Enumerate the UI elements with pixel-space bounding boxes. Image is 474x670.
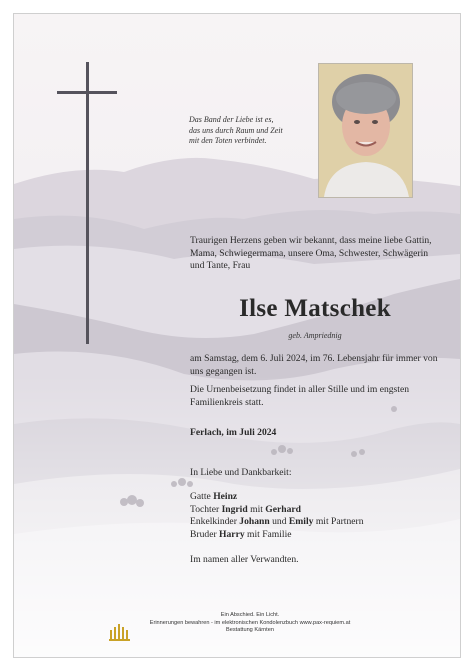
footer-slogan: Ein Abschied. Ein Licht.: [220, 612, 280, 618]
place-date: [190, 427, 440, 440]
relative-name: Johann: [239, 516, 270, 528]
relative-label: mit Familie: [244, 528, 292, 540]
cross-icon-horizontal: [57, 91, 117, 94]
memorial-quote: [189, 115, 319, 147]
death-notice: am Samstag, dem 6. Juli 2024, im 76. Lebensjahr für immer von uns gegangen ist.: [190, 353, 438, 377]
obituary-card: [13, 13, 461, 658]
relative-label: Enkelkinder: [190, 516, 240, 528]
deceased-name: Ilse Matschek: [239, 295, 391, 322]
quote-line: mit den Toten verbindet.: [189, 136, 267, 145]
relative-husband: [190, 491, 440, 504]
footer-company: Bestattung Kärnten: [226, 627, 274, 634]
relative-label: Gatte: [190, 491, 214, 502]
closing-text: Im namen aller Verwandten.: [190, 554, 299, 565]
relative-name: Emily: [288, 516, 314, 528]
portrait-photo: [318, 63, 413, 198]
footer: [110, 612, 390, 635]
relatives-list: [190, 491, 440, 541]
relative-label: mit: [247, 503, 266, 515]
intro-text: Traurigen Herzens geben wir bekannt, dass meine liebe Gattin, Mama, Schwiegermama, unsere Oma, Schwester, Schwägerin und Tante, Frau: [190, 235, 432, 272]
footer-link-text: Erinnerungen bewahren - im elektronischen Kondolenzbuch www.pax-requiem.at: [149, 619, 351, 626]
maiden-name: geb. Ampriednig: [288, 331, 342, 340]
relative-daughter: [190, 504, 440, 517]
relative-name: Gerhard: [265, 503, 302, 515]
relative-label: mit Partnern: [313, 516, 364, 528]
cross-icon-vertical: [86, 62, 89, 344]
quote-line: das uns durch Raum und Zeit: [189, 125, 283, 135]
place-date-text: Ferlach, im Juli 2024: [190, 427, 277, 438]
relative-label: und: [269, 516, 289, 528]
relative-name: Harry: [219, 528, 245, 540]
relative-brother: [190, 529, 440, 542]
relative-label: Tochter: [190, 503, 222, 515]
thanks-heading: In Liebe und Dankbarkeit:: [190, 467, 292, 478]
burial-notice: Die Urnenbeisetzung findet in aller Stille und im engsten Familienkreis statt.: [190, 384, 410, 408]
relative-label: Bruder: [190, 528, 220, 540]
relative-name: Ingrid: [221, 503, 248, 515]
relative-name: Heinz: [213, 491, 238, 502]
relative-grandchildren: [190, 516, 440, 529]
quote-line: Das Band der Liebe ist es,: [189, 115, 274, 124]
